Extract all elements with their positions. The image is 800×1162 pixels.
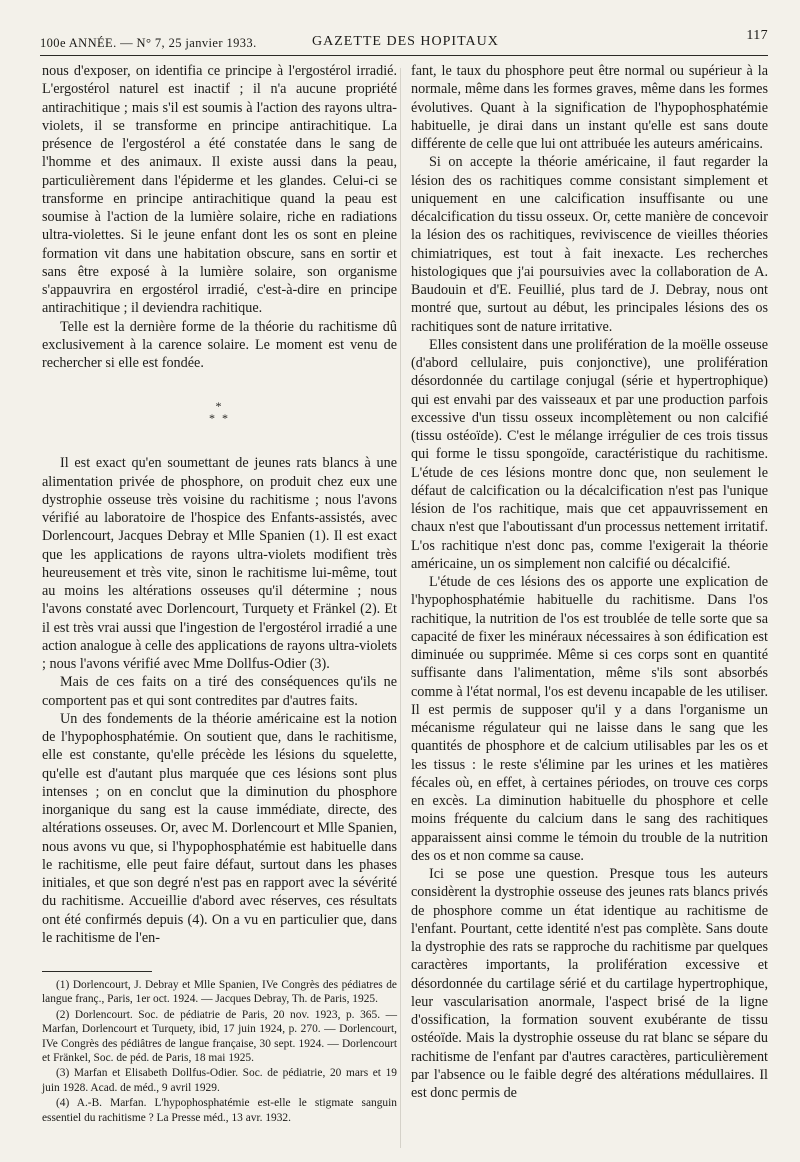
column-divider: [400, 68, 401, 1148]
paragraph: Un des fondements de la théorie américaine est la notion de l'hypophosphatémie. On soutient que, dans le rachitisme, elle est constante, qu'elle précède les lésions du squelette, qu'elle est d'autant plus marquée que ces lésions sont plus intenses ; on en conclut que la diminution du phosphore inorganique du sang est la cause immédiate, directe, des altérations osseuses. Or, avec M. Dorlencourt et Mlle Spanien, nous avons vu que, si l'hypophosphatémie est habituelle dans le rachitisme, elle peut faire défaut, surtout dans les phases initiales, et que son degré n'est pas en rapport avec la sévérité du rachitisme. Accueillie d'abord avec réserves, ces résultats ont été confirmés depuis (4). On a vu en particulier que, dans le rachitisme de l'en-: [42, 710, 397, 946]
right-column: [411, 62, 768, 1102]
paragraph: Il est exact qu'en soumettant de jeunes rats blancs à une alimentation privée de phosphore, on produit chez eux une dystrophie osseuse très voisine du rachitisme ; nous l'avons vérifié au laboratoire de l'hospice des Enfants-assistés, avec Dorlencourt, Jacques Debray et Mlle Spanien (1). Il est exact que les applications de rayons ultra-violets modifient très heureusement et très vite, sinon le rachitisme lui-même, tout au moins les altérations osseuses qu'il détermine ; nous l'avons constaté avec Dorlencourt, Turquety et Fränkel (2). Et il est très vrai aussi que l'ingestion de l'ergostérol irradié a une action analogue à celle des applications de rayons ultra-violets ; nous l'avons vérifié avec Mme Dollfus-Odier (3).: [42, 455, 397, 672]
footnotes: [42, 978, 397, 1125]
paragraph: Elles consistent dans une prolifération de la moëlle osseuse (d'abord cellulaire, puis conjonctive), une prolifération désordonnée du cartilage conjugal (série et hypertrophique) qui est envahi par des vaisseaux et par une production parfois excessive d'un tissu osseux incomplètement ou non calcifié (tissu ostéoïde). C'est le mélange irrégulier de ces trois tissus qui forme le tissu spongoïde, caractéristique du rachitisme. L'étude de ces lésions montre donc que, non seulement le défaut de calcification ou la décalcification n'est pas l'unique lésion de l'os rachitique, mais que cet appauvrissement en chaux n'est que l'aboutissant d'un processus nettement irritatif. L'os rachitique n'est donc pas, comme l'exigerait la théorie américaine, un os simplement non calcifié ou décalcifié.: [411, 336, 768, 572]
footnote: (1) Dorlencourt, J. Debray et Mlle Spanien, IVe Congrès des pédiatres de langue franç., Paris, 1er oct. 1924. — Jacques Debray, Th. de Paris, 1925.: [42, 979, 397, 1006]
page-number: 117: [746, 28, 768, 43]
footnote-rule: [42, 971, 152, 972]
section-break-asterism: [42, 400, 397, 424]
paragraph: Mais de ces faits on a tiré des conséquences qu'ils ne comportent pas et qui sont contredites par d'autres faits.: [42, 674, 397, 709]
paragraph: L'étude de ces lésions des os apporte une explication de l'hypophosphatémie habituelle du rachitisme. Dans l'os rachitique, la nutrition de l'os est troublée de telle sorte que sa capacité de fixer les minéraux nécessaires à son édification est diminuée ou supprimée. Même si ces corps sont en quantité suffisante dans l'alimentation, même s'ils sont absorbés comme à l'état normal, l'os est devenu incapable de les utiliser. Il est permis de supposer qu'il y a dans l'organisme un mécanisme régulateur qui ne laisse dans le sang que les quantités de phosphore et de calcium utilisables par les os et les tissus : le reste s'élimine par les urines et les matières fécales où, en effet, à certaines périodes, on trouve ces corps en excès. La diminution habituelle du phosphore et celle moins fréquente du calcium dans le sang des rachitiques apparaissent ainsi comme le témoin du trouble de la nutrition des os et non comme sa cause.: [411, 574, 768, 864]
left-column: [42, 62, 397, 1126]
footnote: (3) Marfan et Elisabeth Dollfus-Odier. Soc. de pédiatrie, 20 mars et 19 juin 1928. Acad. de méd., 9 avril 1929.: [42, 1067, 397, 1094]
header-rule: [40, 55, 768, 56]
paragraph: Ici se pose une question. Presque tous les auteurs considèrent la dystrophie osseuse des jeunes rats blancs privés de phosphore comme un état identique au rachitisme de l'enfant. Pourtant, cette identité n'est pas complète. Sans doute la dystrophie des rats se rapproche du rachitisme par quelques caractères importants, la prolifération excessive et désordonnée du cartilage sérié et du cartilage hypertrophique, leur vascularisation anormale, l'aspect brisé de la ligne d'ossification, la formation souvent exubérante de tissu ostéoïde. Mais la dystrophie osseuse du rat blanc se sépare du rachitisme de l'enfant par d'autres caractères, particulièrement par l'absence ou le faible degré des altérations médullaires. Il est donc permis de: [411, 866, 768, 1101]
paragraph: Telle est la dernière forme de la théorie du rachitisme dû exclusivement à la carence solaire. Le moment est venu de rechercher si elle est fondée.: [42, 318, 397, 371]
running-header: [40, 28, 768, 58]
paragraph: Si on accepte la théorie américaine, il faut regarder la lésion des os rachitiques comme consistant simplement et uniquement en une calcification insuffisante ou une décalcification du tissu osseux. Or, cette manière de concevoir la lésion des os rachitiques, reviviscence de vieilles théories chimiatriques, est tout à fait inexacte. Les recherches histologiques que j'ai poursuivies avec la collaboration de A. Baudouin et d'E. Feuillié, plus tard de J. Debray, nous ont montré que, surtout au début, les principales lésions des os rachitiques sont de nature irritative.: [411, 154, 768, 335]
journal-title: GAZETTE DES HOPITAUX: [312, 34, 499, 49]
asterism-top: *: [215, 399, 224, 414]
asterism-bottom: * *: [209, 411, 230, 426]
paragraph: nous d'exposer, on identifia ce principe à l'ergostérol irradié. L'ergostérol naturel est inactif ; il n'a aucune propriété antirachitique ; mais s'il est soumis à l'action des rayons ultra-violets, il se transforme en principe antirachitique. La présence de l'ergostérol a été constatée dans le sang de l'homme et des animaux. Il existe aussi dans la peau, particulièrement dans l'épiderme et les glandes. Celui-ci se transforme en principe antirachitique quand la peau est soumise à l'action de la lumière solaire, riche en radiations ultra-violettes. Si le jeune enfant dont les os sont en pleine formation vit dans une habitation obscure, sans en sortir et sans être exposé à la lumière solaire, son organisme s'appauvrira en ergostérol irradié, c'est-à-dire en principe antirachitique ; il deviendra rachitique.: [42, 63, 397, 317]
issue-line: 100e ANNÉE. — N° 7, 25 janvier 1933.: [40, 36, 257, 50]
footnote: (4) A.-B. Marfan. L'hypophosphatémie est-elle le stigmate sanguin essentiel du rachitisme ? La Presse méd., 13 avr. 1932.: [42, 1097, 397, 1124]
footnote: (2) Dorlencourt. Soc. de pédiatrie de Paris, 20 nov. 1923, p. 365. — Marfan, Dorlencourt et Turquety, ibid, 17 juin 1924, p. 270. — Dorlencourt, IVe Congrès des pédiâtres de langue française, 30 sept. 1924. — Dorlencourt et Fränkel, Soc. de péd. de Paris, 18 mai 1925.: [42, 1008, 397, 1065]
paragraph: fant, le taux du phosphore peut être normal ou supérieur à la normale, même dans les formes graves, même dans les formes évolutives. Quant à la signification de l'hypophosphatémie habituelle, je dirai dans un instant qu'elle est sans doute différente de celle que lui ont attribuée les auteurs américains.: [411, 63, 768, 152]
